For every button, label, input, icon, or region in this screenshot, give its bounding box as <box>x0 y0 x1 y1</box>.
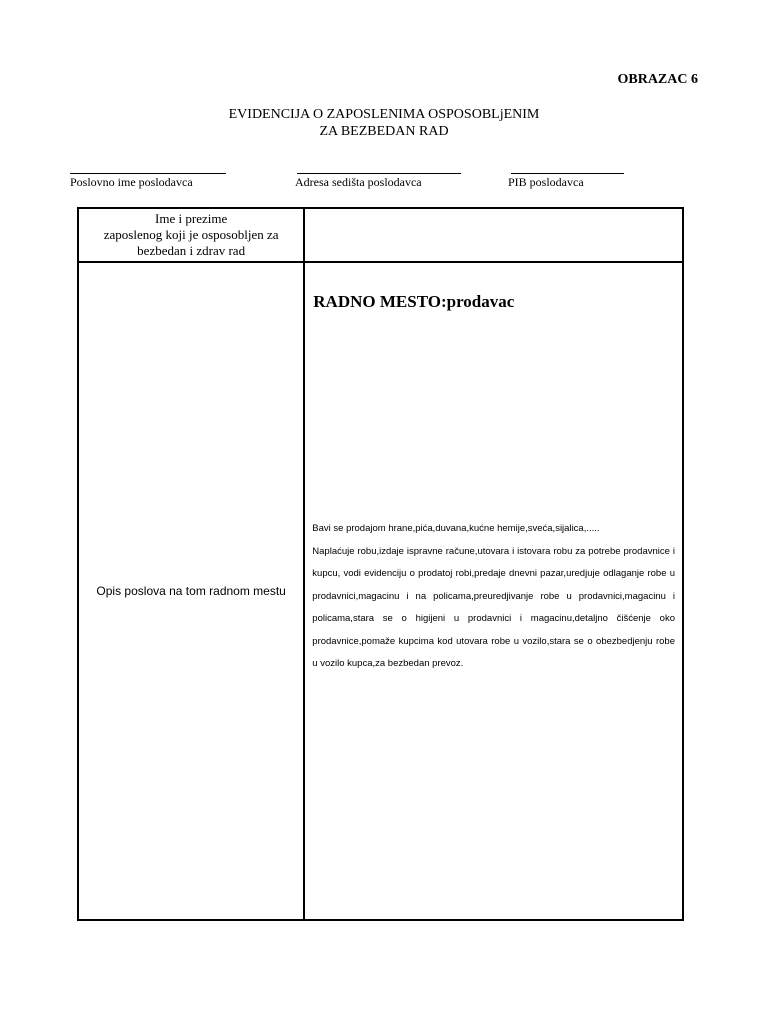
employer-pib-field <box>508 160 624 190</box>
table-row <box>78 208 683 262</box>
job-description-body: Naplaćuje robu,izdaje ispravne račune,utovara i istovara robu za potrebe prodavnice i kupcu, vodi evidenciju o prodatoj robi,predaje dnevni pazar,uredjuje odlaganje robe u prodavnici,magacinu i na policama,preuredjivanje robe u prodavnici,magacinu i policama,stara se o higijeni u prodavnici i magacinu,detaljno čišćenje oko prodavnice,pomaže kupcima kod utovara robe u vozilo,stara se o obezbedjenju robe u vozilo kupca,za bezbedan prevoz. <box>312 545 675 669</box>
employee-name-label-line-3: bezbedan i zdrav rad <box>137 243 246 258</box>
title-line-1: EVIDENCIJA O ZAPOSLENIMA OSPOSOBLjENIM <box>228 107 540 122</box>
employee-name-value-cell <box>304 208 683 262</box>
employer-pib-line <box>511 160 624 174</box>
employer-address-label: Adresa sedišta poslodavca <box>295 175 422 189</box>
employee-name-label-line-2: zaposlenog koji je osposobljen za <box>103 227 279 242</box>
job-description-line-1: Bavi se prodajom hrane,pića,duvana,kućne hemije,sveća,sijalica,..... <box>312 523 600 534</box>
employer-address-line <box>297 160 461 174</box>
employer-name-field <box>70 160 226 190</box>
employer-address-field <box>297 160 461 190</box>
table-row <box>78 262 683 920</box>
employer-name-label: Poslovno ime poslodavca <box>70 175 193 189</box>
job-description-cell <box>304 262 683 920</box>
employer-pib-label: PIB poslodavca <box>508 175 584 189</box>
employee-name-label-cell <box>78 208 304 262</box>
job-title: RADNO MESTO:prodavac <box>313 292 515 311</box>
employee-record-table <box>77 207 684 921</box>
job-description-label: Opis poslova na tom radnom mestu <box>78 262 304 920</box>
employee-name-label-line-1: Ime i prezime <box>155 211 228 226</box>
document-title <box>0 106 768 140</box>
employer-name-line <box>70 160 226 174</box>
title-line-2: ZA BEZBEDAN RAD <box>319 124 449 139</box>
form-code: OBRAZAC 6 <box>617 72 698 87</box>
job-description-text <box>312 518 675 676</box>
